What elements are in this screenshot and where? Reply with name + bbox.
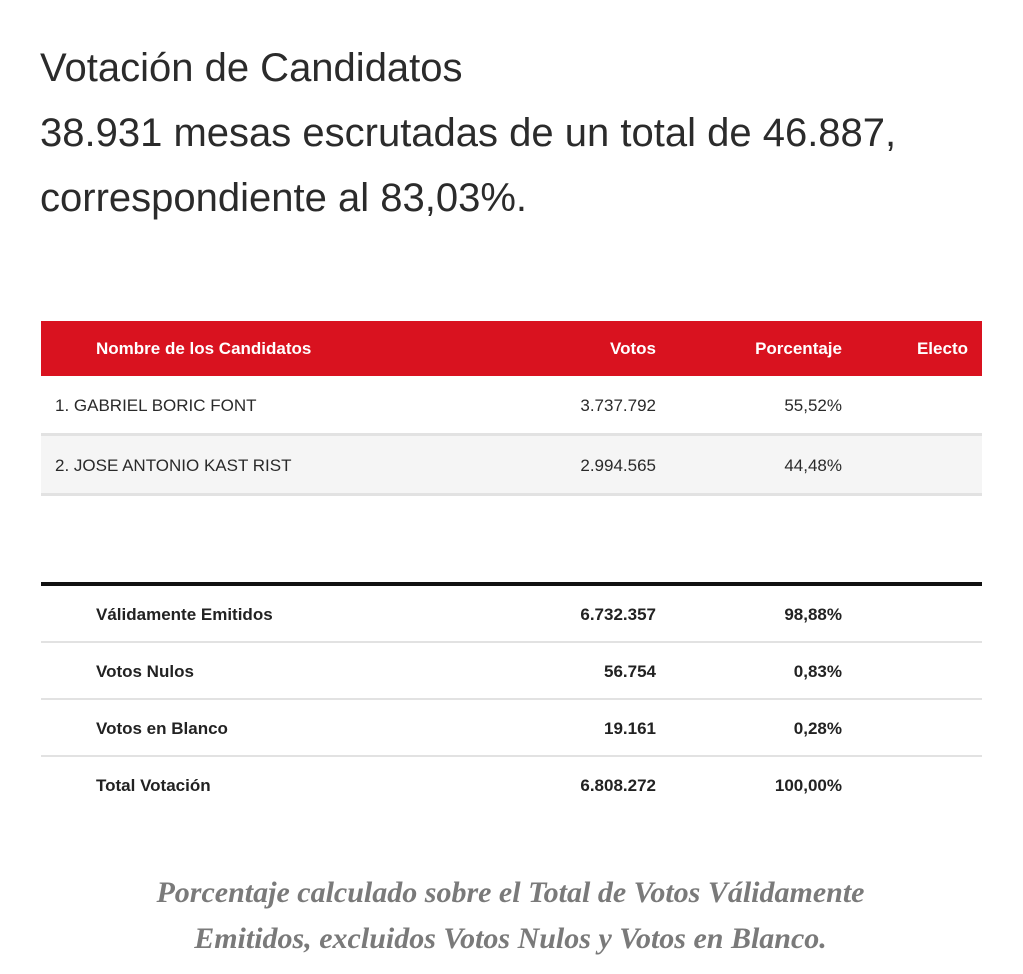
candidate-votes: 2.994.565 <box>580 456 656 475</box>
summary-percent: 98,88% <box>784 605 842 624</box>
page-title: Votación de Candidatos <box>40 46 463 90</box>
summary-row-blank <box>41 700 982 757</box>
candidate-percent: 55,52% <box>784 396 842 415</box>
summary-row-total <box>41 757 982 812</box>
candidates-table <box>41 321 982 496</box>
footnote-line: Emitidos, excluidos Votos Nulos y Votos en Blanco. <box>194 922 827 955</box>
candidate-votes: 3.737.792 <box>580 396 656 415</box>
summary-votes: 19.161 <box>604 719 656 738</box>
candidate-name: 2. JOSE ANTONIO KAST RIST <box>55 456 292 475</box>
summary-row-valid <box>41 586 982 643</box>
header-votes: Votos <box>610 339 656 358</box>
summary-percent: 100,00% <box>774 776 842 795</box>
tables-percent-line: correspondiente al 83,03%. <box>40 176 527 220</box>
table-row <box>41 376 982 436</box>
summary-percent: 0,83% <box>793 662 842 681</box>
summary-label: Válidamente Emitidos <box>96 605 273 624</box>
summary-label: Votos Nulos <box>96 662 194 681</box>
footnote-line: Porcentaje calculado sobre el Total de Votos Válidamente <box>156 876 865 909</box>
summary-label: Votos en Blanco <box>96 719 228 738</box>
header-name: Nombre de los Candidatos <box>96 339 312 358</box>
summary-votes: 56.754 <box>604 662 656 681</box>
summary-percent: 0,28% <box>793 719 842 738</box>
summary-label: Total Votación <box>96 776 211 795</box>
candidate-percent: 44,48% <box>784 456 842 475</box>
tables-count-line: 38.931 mesas escrutadas de un total de 46.887, <box>40 111 897 155</box>
summary-votes: 6.808.272 <box>580 776 656 795</box>
summary-row-null <box>41 643 982 700</box>
page-title-block <box>40 36 1000 231</box>
summary-table <box>41 582 982 812</box>
header-elected: Electo <box>916 339 968 358</box>
header-percent: Porcentaje <box>755 339 842 358</box>
footnote <box>40 870 981 962</box>
summary-votes: 6.732.357 <box>580 605 656 624</box>
table-header <box>41 321 982 376</box>
candidate-name: 1. GABRIEL BORIC FONT <box>55 396 257 415</box>
table-row <box>41 436 982 496</box>
